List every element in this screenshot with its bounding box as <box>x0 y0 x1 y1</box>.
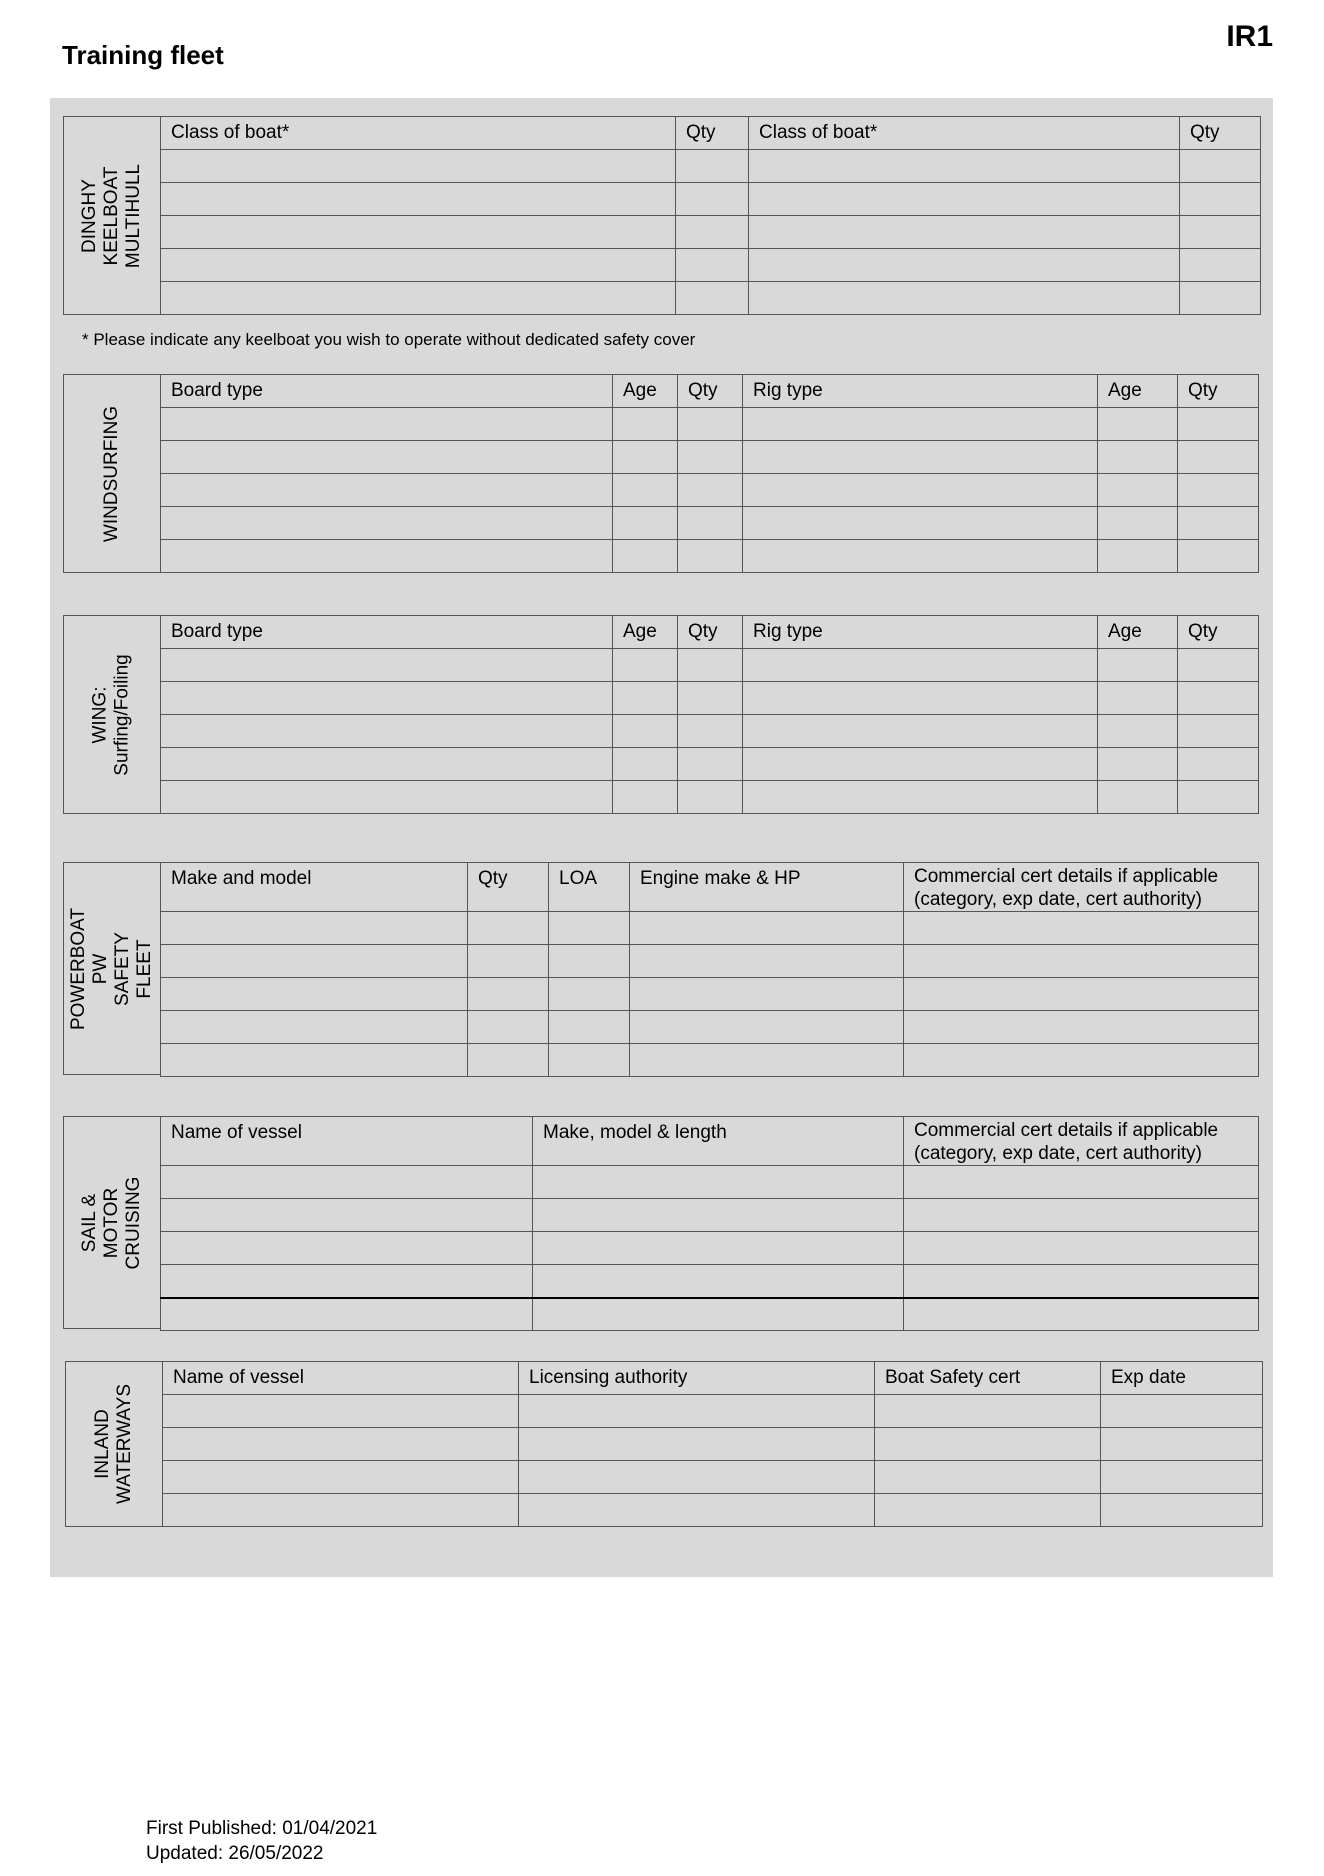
table-cell[interactable] <box>743 507 1098 540</box>
table-cell[interactable] <box>613 715 678 748</box>
table-row <box>161 978 1259 1011</box>
table-cell[interactable] <box>161 1265 533 1298</box>
table-row <box>161 649 1259 682</box>
table-cell[interactable] <box>678 682 743 715</box>
column-header-board-type: Board type <box>161 375 613 408</box>
table-cell[interactable] <box>678 507 743 540</box>
column-header-board-type: Board type <box>161 616 613 649</box>
table-cell[interactable] <box>519 1395 875 1428</box>
table-row <box>161 912 1259 945</box>
table-cell[interactable] <box>676 183 749 216</box>
table-cell[interactable] <box>549 912 630 945</box>
table-cell[interactable] <box>468 912 549 945</box>
table-cell[interactable] <box>161 282 676 315</box>
table-cell[interactable] <box>161 945 468 978</box>
table-cell[interactable] <box>161 540 613 573</box>
table-cell[interactable] <box>613 408 678 441</box>
table-cell[interactable] <box>743 682 1098 715</box>
table-cell[interactable] <box>678 474 743 507</box>
table-row <box>161 1199 1259 1232</box>
table-cell[interactable] <box>161 249 676 282</box>
section-label-text: WINDSURFING <box>101 405 122 542</box>
column-header-qty: Qty <box>678 616 743 649</box>
table-cell[interactable] <box>904 945 1259 978</box>
table-cell[interactable] <box>613 507 678 540</box>
table-cell[interactable] <box>519 1494 875 1527</box>
table-cell[interactable] <box>549 978 630 1011</box>
table-cell[interactable] <box>613 682 678 715</box>
table-row <box>163 1461 1263 1494</box>
section-label <box>63 116 160 315</box>
table-cell[interactable] <box>743 441 1098 474</box>
table-cell[interactable] <box>678 715 743 748</box>
table-cell[interactable] <box>1178 748 1259 781</box>
section-wing <box>63 615 1259 814</box>
table-cell[interactable] <box>749 249 1180 282</box>
table-cell[interactable] <box>1180 183 1261 216</box>
column-header-commercial-cert: Commercial cert details if applicable (category, exp date, cert authority) <box>904 863 1259 912</box>
column-header-boat-safety-cert: Boat Safety cert <box>875 1362 1101 1395</box>
table-cell[interactable] <box>1178 781 1259 814</box>
table-cell[interactable] <box>1178 682 1259 715</box>
table-cell[interactable] <box>1101 1494 1263 1527</box>
table-row <box>161 748 1259 781</box>
table-cell[interactable] <box>1180 150 1261 183</box>
table-cell[interactable] <box>630 1011 904 1044</box>
table-header-row <box>161 1117 1259 1166</box>
table-cell[interactable] <box>161 781 613 814</box>
table-cell[interactable] <box>743 408 1098 441</box>
table-cell[interactable] <box>749 183 1180 216</box>
section-dinghy-keelboat-multihull <box>63 116 1261 315</box>
section-label-text: INLAND WATERWAYS <box>92 1384 136 1504</box>
table-cell[interactable] <box>161 474 613 507</box>
section-label-text: DINGHY KEELBOAT MULTIHULL <box>79 163 145 268</box>
table-cell[interactable] <box>161 1298 533 1331</box>
table-cell[interactable] <box>549 1011 630 1044</box>
table-cell[interactable] <box>1098 474 1178 507</box>
table-cell[interactable] <box>161 748 613 781</box>
table-cell[interactable] <box>549 945 630 978</box>
section-powerboat <box>63 862 1259 1077</box>
table-cell[interactable] <box>163 1494 519 1527</box>
table-cell[interactable] <box>743 649 1098 682</box>
inland-waterways-table <box>162 1361 1263 1527</box>
table-cell[interactable] <box>161 150 676 183</box>
table-cell[interactable] <box>613 441 678 474</box>
section-label <box>65 1361 162 1527</box>
section-label <box>63 374 160 573</box>
column-header-make-and-model: Make and model <box>161 863 468 912</box>
table-cell[interactable] <box>678 540 743 573</box>
table-cell[interactable] <box>468 1044 549 1077</box>
table-cell[interactable] <box>161 1232 533 1265</box>
table-cell[interactable] <box>904 1199 1259 1232</box>
table-row <box>161 1298 1259 1331</box>
section-label <box>63 862 160 1075</box>
column-header-loa: LOA <box>549 863 630 912</box>
table-row <box>161 1166 1259 1199</box>
table-cell[interactable] <box>743 474 1098 507</box>
table-row <box>161 540 1259 573</box>
table-cell[interactable] <box>161 1199 533 1232</box>
column-header-commercial-cert: Commercial cert details if applicable (category, exp date, cert authority) <box>904 1117 1259 1166</box>
table-cell[interactable] <box>1178 540 1259 573</box>
table-cell[interactable] <box>676 282 749 315</box>
column-header-age: Age <box>613 375 678 408</box>
table-row <box>163 1395 1263 1428</box>
table-row <box>161 183 1261 216</box>
footer-updated: Updated: 26/05/2022 <box>146 1843 324 1864</box>
table-cell[interactable] <box>743 748 1098 781</box>
page-title: Training fleet <box>62 40 224 70</box>
column-header-engine: Engine make & HP <box>630 863 904 912</box>
table-cell[interactable] <box>743 715 1098 748</box>
table-cell[interactable] <box>1098 441 1178 474</box>
table-row <box>161 945 1259 978</box>
table-row <box>161 282 1261 315</box>
table-cell[interactable] <box>875 1428 1101 1461</box>
table-cell[interactable] <box>904 1232 1259 1265</box>
column-header-rig-type: Rig type <box>743 375 1098 408</box>
table-cell[interactable] <box>1098 715 1178 748</box>
table-cell[interactable] <box>161 682 613 715</box>
column-header-name-of-vessel: Name of vessel <box>161 1117 533 1166</box>
table-cell[interactable] <box>1101 1461 1263 1494</box>
table-cell[interactable] <box>533 1265 904 1298</box>
table-cell[interactable] <box>161 183 676 216</box>
table-header-row <box>161 375 1259 408</box>
section-windsurfing <box>63 374 1259 573</box>
table-cell[interactable] <box>1178 507 1259 540</box>
table-cell[interactable] <box>678 649 743 682</box>
table-cell[interactable] <box>749 150 1180 183</box>
table-cell[interactable] <box>676 216 749 249</box>
table-cell[interactable] <box>161 715 613 748</box>
table-cell[interactable] <box>468 978 549 1011</box>
table-row <box>161 1232 1259 1265</box>
table-cell[interactable] <box>613 474 678 507</box>
table-cell[interactable] <box>163 1428 519 1461</box>
column-header-rig-type: Rig type <box>743 616 1098 649</box>
table-row <box>161 216 1261 249</box>
table-row <box>161 408 1259 441</box>
table-cell[interactable] <box>1098 781 1178 814</box>
cruising-table <box>160 1116 1259 1331</box>
column-header-qty: Qty <box>468 863 549 912</box>
table-cell[interactable] <box>1098 408 1178 441</box>
table-cell[interactable] <box>904 1166 1259 1199</box>
windsurfing-table <box>160 374 1259 573</box>
table-cell[interactable] <box>875 1461 1101 1494</box>
table-cell[interactable] <box>161 912 468 945</box>
form-code: IR1 <box>1226 20 1273 53</box>
column-header-make-model-length: Make, model & length <box>533 1117 904 1166</box>
table-header-row <box>161 863 1259 912</box>
table-cell[interactable] <box>630 978 904 1011</box>
table-cell[interactable] <box>875 1395 1101 1428</box>
table-cell[interactable] <box>1178 441 1259 474</box>
table-row <box>163 1494 1263 1527</box>
table-cell[interactable] <box>1180 249 1261 282</box>
table-row <box>163 1428 1263 1461</box>
table-cell[interactable] <box>161 216 676 249</box>
table-cell[interactable] <box>1101 1428 1263 1461</box>
table-cell[interactable] <box>743 540 1098 573</box>
table-cell[interactable] <box>161 1044 468 1077</box>
table-cell[interactable] <box>1178 408 1259 441</box>
table-cell[interactable] <box>163 1395 519 1428</box>
column-header-licensing-authority: Licensing authority <box>519 1362 875 1395</box>
keelboat-note: * Please indicate any keelboat you wish to operate without dedicated safety cover <box>82 330 696 349</box>
form-panel <box>50 98 1273 1577</box>
table-cell[interactable] <box>904 1044 1259 1077</box>
table-cell[interactable] <box>630 912 904 945</box>
table-cell[interactable] <box>743 781 1098 814</box>
table-cell[interactable] <box>161 978 468 1011</box>
table-row <box>161 249 1261 282</box>
table-cell[interactable] <box>875 1494 1101 1527</box>
table-cell[interactable] <box>904 978 1259 1011</box>
section-label <box>63 1116 160 1329</box>
table-cell[interactable] <box>678 781 743 814</box>
table-row <box>161 781 1259 814</box>
table-cell[interactable] <box>630 945 904 978</box>
column-header-qty: Qty <box>1178 375 1259 408</box>
column-header-exp-date: Exp date <box>1101 1362 1263 1395</box>
table-cell[interactable] <box>161 649 613 682</box>
table-cell[interactable] <box>1098 682 1178 715</box>
table-cell[interactable] <box>678 441 743 474</box>
table-cell[interactable] <box>676 150 749 183</box>
table-cell[interactable] <box>904 1265 1259 1298</box>
table-header-row <box>161 117 1261 150</box>
table-cell[interactable] <box>161 507 613 540</box>
table-cell[interactable] <box>676 249 749 282</box>
table-cell[interactable] <box>161 1166 533 1199</box>
table-cell[interactable] <box>1180 216 1261 249</box>
table-header-row <box>161 616 1259 649</box>
table-cell[interactable] <box>468 1011 549 1044</box>
section-label-text: POWERBOAT PW SAFETY FLEET <box>68 907 156 1030</box>
table-row <box>161 1044 1259 1077</box>
table-cell[interactable] <box>549 1044 630 1077</box>
table-cell[interactable] <box>161 1011 468 1044</box>
column-header-qty: Qty <box>676 117 749 150</box>
table-cell[interactable] <box>1180 282 1261 315</box>
table-row <box>161 150 1261 183</box>
column-header-class-of-boat: Class of boat* <box>749 117 1180 150</box>
table-row <box>161 441 1259 474</box>
column-header-age: Age <box>613 616 678 649</box>
table-cell[interactable] <box>1098 540 1178 573</box>
column-header-class-of-boat: Class of boat* <box>161 117 676 150</box>
table-cell[interactable] <box>519 1461 875 1494</box>
powerboat-table <box>160 862 1259 1077</box>
column-header-qty: Qty <box>1180 117 1261 150</box>
table-cell[interactable] <box>678 748 743 781</box>
table-cell[interactable] <box>1178 715 1259 748</box>
table-row <box>161 507 1259 540</box>
table-cell[interactable] <box>630 1044 904 1077</box>
column-header-qty: Qty <box>678 375 743 408</box>
table-cell[interactable] <box>161 441 613 474</box>
table-cell[interactable] <box>533 1298 904 1331</box>
table-cell[interactable] <box>613 540 678 573</box>
table-cell[interactable] <box>1178 474 1259 507</box>
table-row <box>161 1011 1259 1044</box>
table-cell[interactable] <box>613 781 678 814</box>
dinghy-table <box>160 116 1261 315</box>
column-header-age: Age <box>1098 616 1178 649</box>
column-header-name-of-vessel: Name of vessel <box>163 1362 519 1395</box>
table-cell[interactable] <box>161 408 613 441</box>
section-inland-waterways <box>65 1361 1263 1527</box>
wing-table <box>160 615 1259 814</box>
table-cell[interactable] <box>904 1011 1259 1044</box>
section-label-text: SAIL & MOTOR CRUISING <box>79 1176 144 1269</box>
table-row <box>161 682 1259 715</box>
table-cell[interactable] <box>613 748 678 781</box>
table-cell[interactable] <box>163 1461 519 1494</box>
table-cell[interactable] <box>533 1232 904 1265</box>
table-cell[interactable] <box>468 945 549 978</box>
table-cell[interactable] <box>1101 1395 1263 1428</box>
table-row <box>161 715 1259 748</box>
table-cell[interactable] <box>904 912 1259 945</box>
table-cell[interactable] <box>1098 748 1178 781</box>
table-cell[interactable] <box>1098 649 1178 682</box>
column-header-qty: Qty <box>1178 616 1259 649</box>
section-sail-motor-cruising <box>63 1116 1259 1331</box>
table-row <box>161 474 1259 507</box>
section-label-text: WING: Surfing/Foiling <box>90 653 134 776</box>
table-cell[interactable] <box>904 1298 1259 1331</box>
table-cell[interactable] <box>533 1166 904 1199</box>
footer-first-published: First Published: 01/04/2021 <box>146 1818 378 1839</box>
table-cell[interactable] <box>613 649 678 682</box>
column-header-age: Age <box>1098 375 1178 408</box>
table-cell[interactable] <box>678 408 743 441</box>
table-cell[interactable] <box>749 282 1180 315</box>
table-cell[interactable] <box>1178 649 1259 682</box>
section-label <box>63 615 160 814</box>
table-cell[interactable] <box>519 1428 875 1461</box>
table-cell[interactable] <box>1098 507 1178 540</box>
table-cell[interactable] <box>533 1199 904 1232</box>
table-cell[interactable] <box>749 216 1180 249</box>
table-row <box>161 1265 1259 1298</box>
table-header-row <box>163 1362 1263 1395</box>
